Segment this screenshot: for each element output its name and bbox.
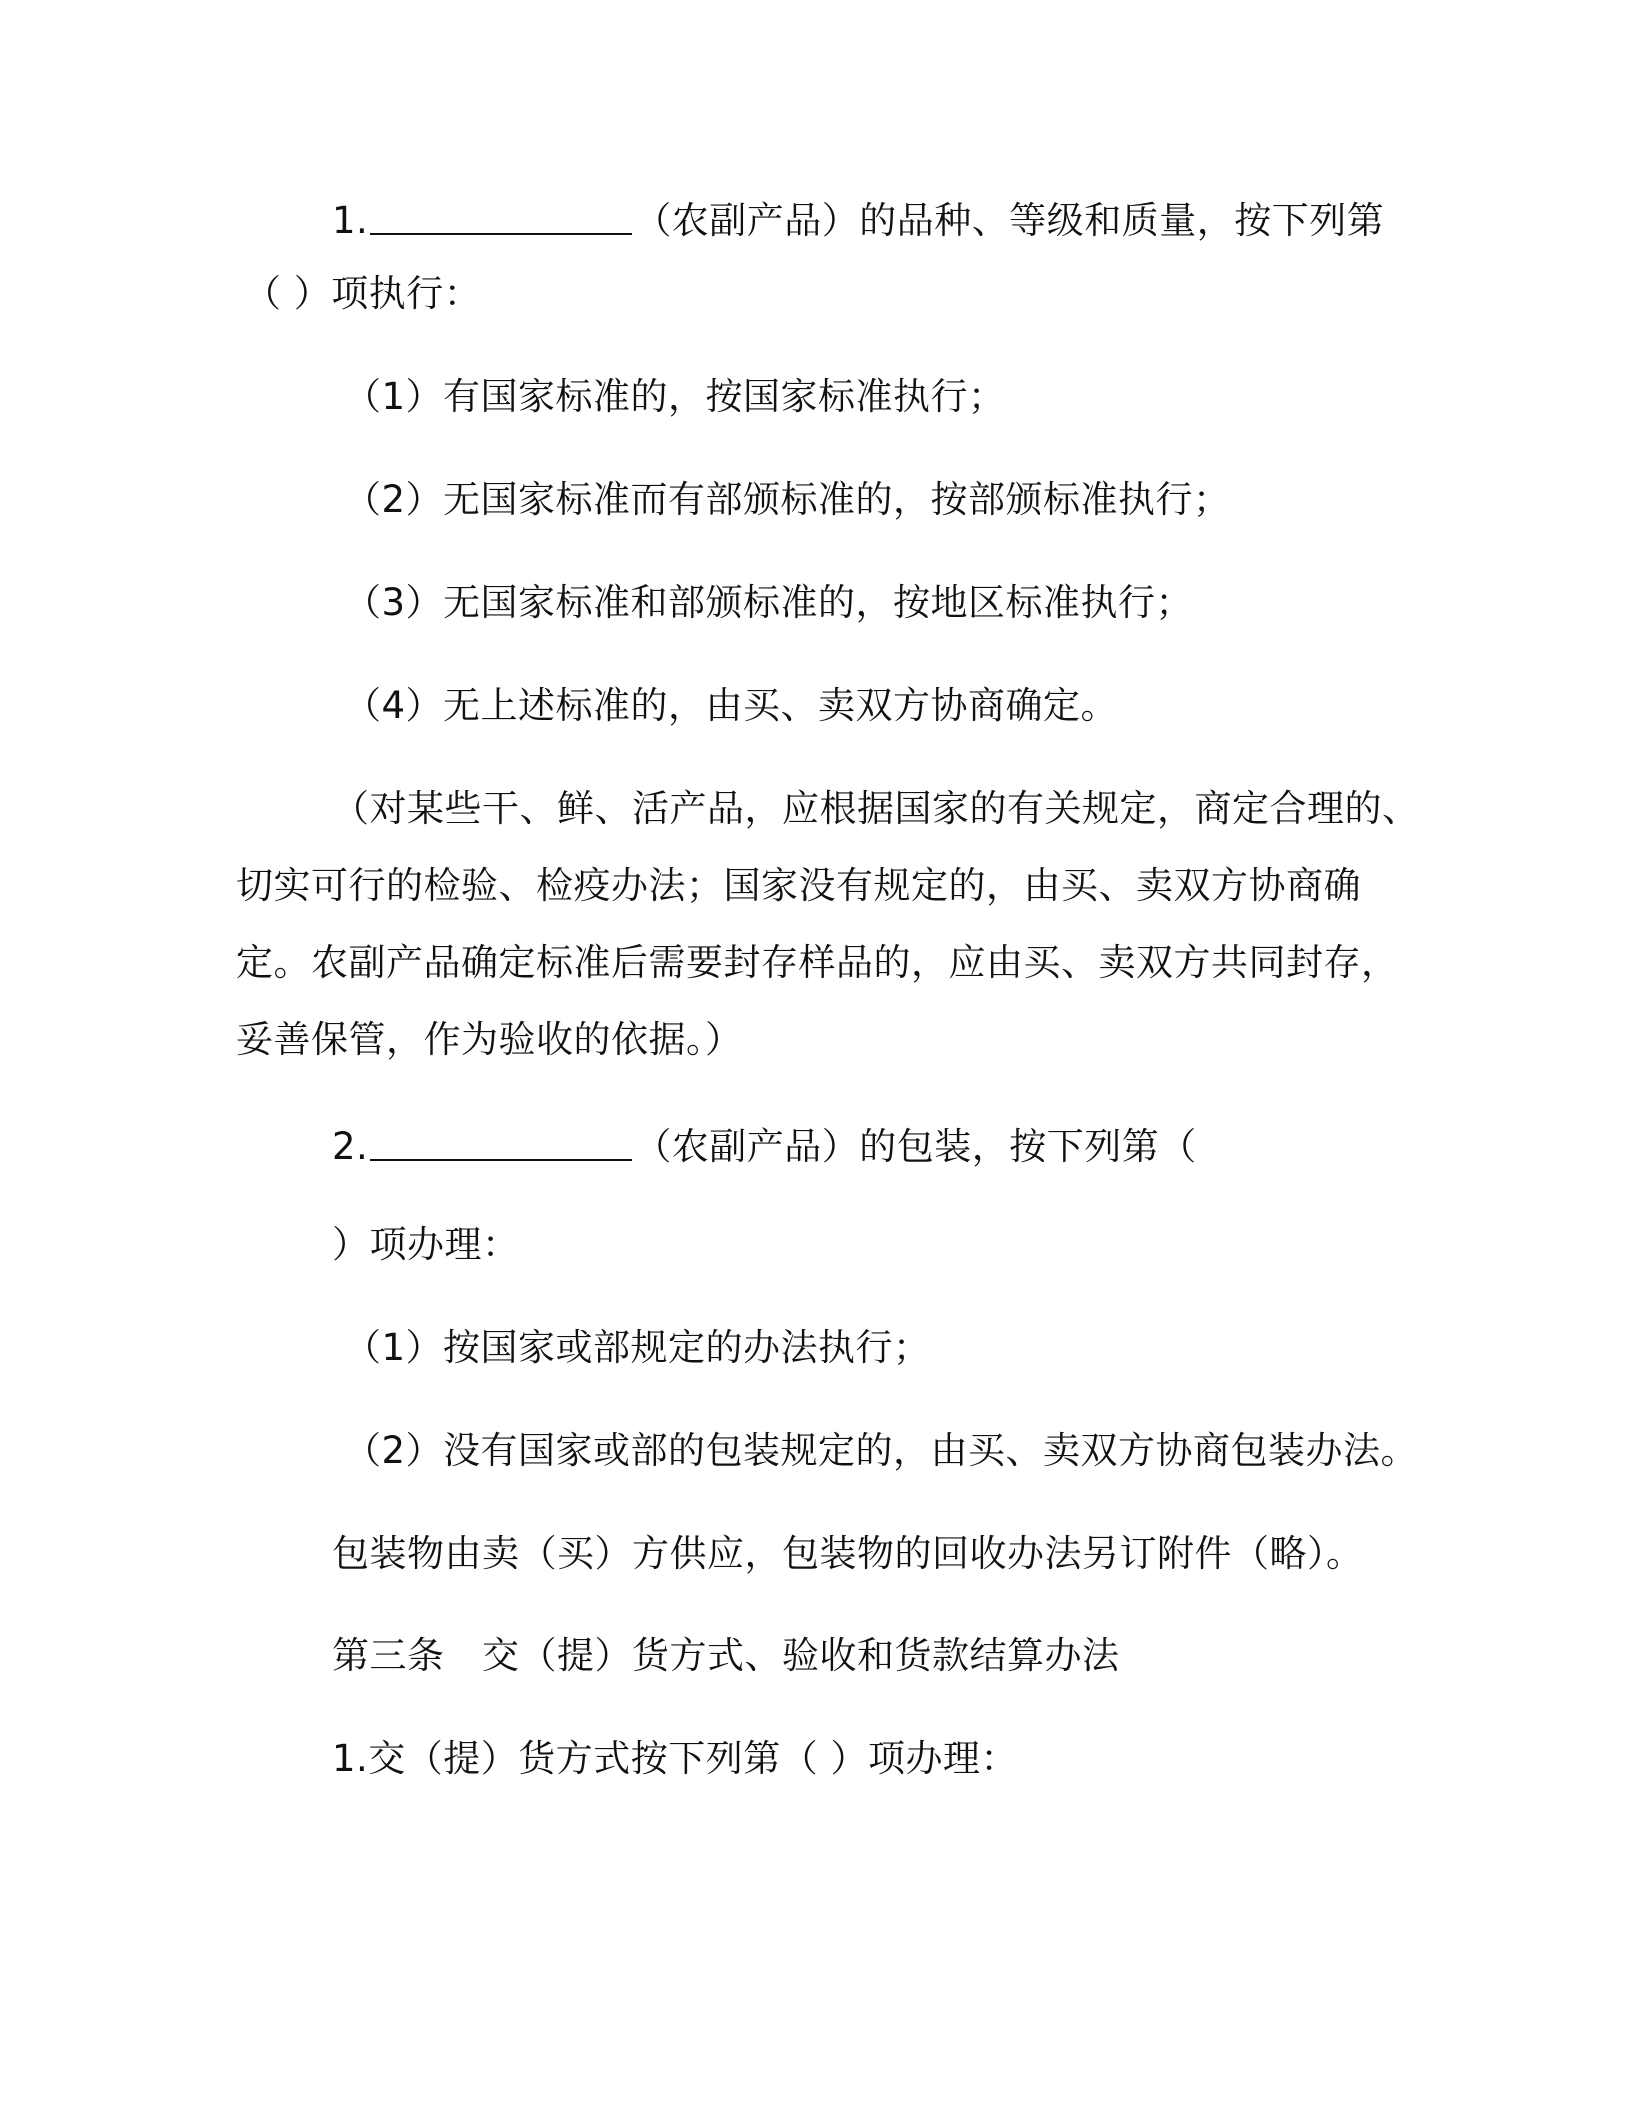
quality-note-line-3: 定。农副产品确定标准后需要封存样品的，应由买、卖双方共同封存，	[236, 941, 1399, 984]
packaging-item-2	[332, 1119, 1197, 1171]
quality-option-1: （1）有国家标准的，按国家标准执行；	[344, 375, 1006, 418]
quality-item-1-number: 1.	[332, 199, 369, 242]
packaging-option-1: （1）按国家或部规定的办法执行；	[344, 1326, 931, 1369]
quality-item-1	[332, 193, 1384, 245]
quality-option-4: （4）无上述标准的，由买、卖双方协商确定。	[344, 684, 1119, 727]
quality-option-3: （3）无国家标准和部颁标准的，按地区标准执行；	[344, 581, 1194, 624]
article-three-item-1: 1.交（提）货方式按下列第（ ）项办理：	[332, 1737, 1019, 1780]
quality-item-1-continuation: （ ）项执行：	[244, 272, 482, 315]
packaging-supply-note: 包装物由卖（买）方供应，包装物的回收办法另订附件（略）。	[332, 1532, 1364, 1575]
article-three-heading: 第三条 交（提）货方式、验收和货款结算办法	[332, 1634, 1120, 1677]
quality-note-line-4: 妥善保管，作为验收的依据。）	[236, 1018, 743, 1061]
packaging-item-2-continuation: ）项办理：	[332, 1223, 520, 1266]
packaging-option-2: （2）没有国家或部的包装规定的，由买、卖双方协商包装办法。	[344, 1429, 1419, 1472]
packaging-item-2-number: 2.	[332, 1125, 369, 1168]
quality-note-line-2: 切实可行的检验、检疫办法；国家没有规定的，由买、卖双方协商确	[236, 864, 1361, 907]
quality-option-2: （2）无国家标准而有部颁标准的，按部颁标准执行；	[344, 478, 1231, 521]
packaging-item-2-text: （农副产品）的包装，按下列第（	[634, 1125, 1197, 1168]
product-name-blank-2[interactable]	[370, 1119, 632, 1161]
quality-note-line-1: （对某些干、鲜、活产品，应根据国家的有关规定，商定合理的、	[332, 787, 1420, 830]
quality-item-1-text: （农副产品）的品种、等级和质量，按下列第	[634, 199, 1385, 242]
product-name-blank-1[interactable]	[370, 193, 632, 235]
